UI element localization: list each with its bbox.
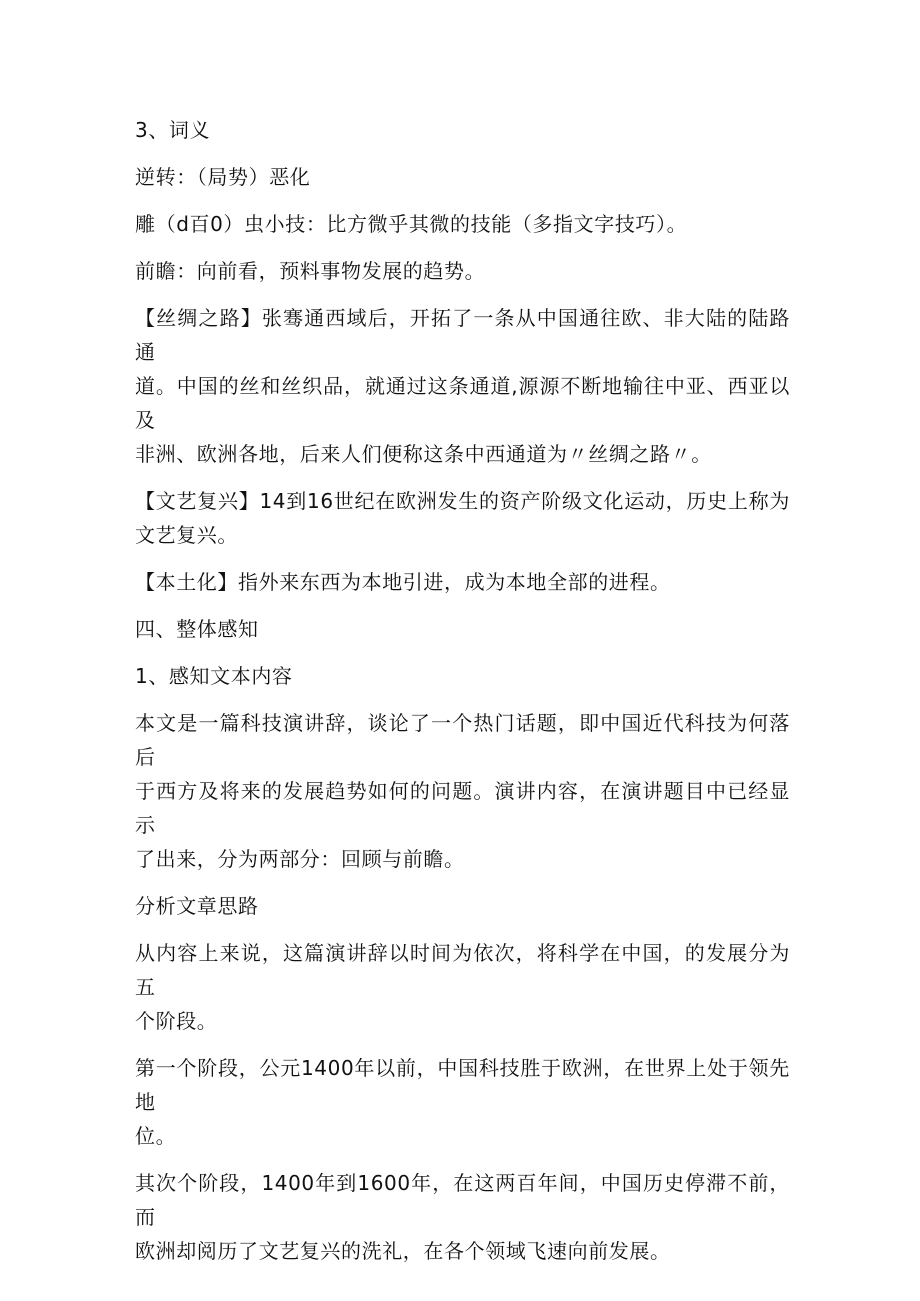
text-line: 四、整体感知 — [135, 617, 259, 641]
text-line: 【本土化】指外来东西为本地引进，成为本地全部的进程。 — [135, 570, 671, 594]
definition-nizhuan — [135, 160, 790, 194]
definition-localization — [135, 565, 790, 599]
text-line: 前瞻：向前看，预料事物发展的趋势。 — [135, 259, 486, 283]
definition-diaochong — [135, 207, 790, 241]
text-line: 本文是一篇科技演讲辞，谈论了一个热门话题，即中国近代科技为何落后 — [135, 711, 790, 769]
text-line: 位。 — [135, 1124, 177, 1148]
definition-renaissance — [135, 484, 790, 552]
text-line: 第一个阶段，公元1400年以前，中国科技胜于欧洲，在世界上处于领先地 — [135, 1056, 790, 1114]
section-heading-word-meaning — [135, 113, 790, 147]
text-line: 于西方及将来的发展趋势如何的问题。演讲内容，在演讲题目中已经显示 — [135, 779, 790, 837]
text-line: 了出来，分为两部分：回顾与前瞻。 — [135, 847, 465, 871]
paragraph-structure — [135, 936, 790, 1038]
text-line: 【文艺复兴】14到16世纪在欧洲发生的资产阶级文化运动，历史上称为 — [135, 489, 790, 513]
text-line: 文艺复兴。 — [135, 523, 238, 547]
text-line: 分析文章思路 — [135, 894, 259, 918]
text-line: 3、词义 — [135, 118, 211, 142]
text-line: 【丝绸之路】张骞通西域后，开拓了一条从中国通往欧、非大陆的陆路通 — [135, 306, 790, 364]
text-line: 非洲、欧洲各地，后来人们便称这条中西通道为〃丝绸之路〃。 — [135, 442, 712, 466]
text-line: 个阶段。 — [135, 1009, 218, 1033]
section-heading-overall — [135, 612, 790, 646]
definition-silk-road — [135, 301, 790, 471]
definition-qianzhan — [135, 254, 790, 288]
text-line: 道。中国的丝和丝织品，就通过这条通道,源源不断地输往中亚、西亚以及 — [135, 374, 790, 432]
document-body — [135, 113, 790, 1281]
text-line: 从内容上来说，这篇演讲辞以时间为依次，将科学在中国，的发展分为五 — [135, 941, 790, 999]
paragraph-stage-one — [135, 1051, 790, 1153]
text-line: 逆转：（局势）恶化 — [135, 165, 311, 189]
text-line: 雕（d百0）虫小技：比方微乎其微的技能（多指文字技巧）。 — [135, 212, 688, 236]
paragraph-stage-two — [135, 1166, 790, 1268]
subsection-heading-content — [135, 659, 790, 693]
text-line: 其次个阶段，1400年到1600年，在这两百年间，中国历史停滞不前，而 — [135, 1171, 790, 1229]
paragraph-summary — [135, 706, 790, 876]
subsection-heading-structure — [135, 889, 790, 923]
text-line: 1、感知文本内容 — [135, 664, 293, 688]
text-line: 欧洲却阅历了文艺复兴的洗礼，在各个领域飞速向前发展。 — [135, 1239, 671, 1263]
